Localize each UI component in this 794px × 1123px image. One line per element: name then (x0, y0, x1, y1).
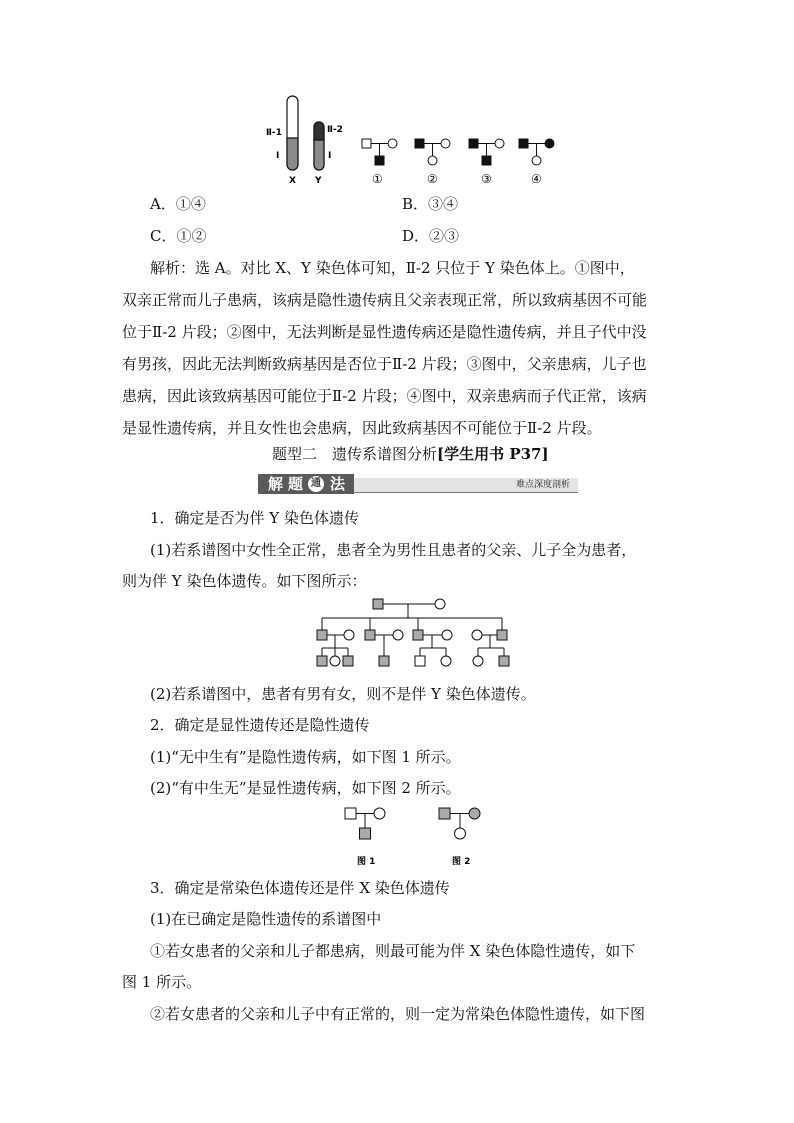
heading-1: 1．确定是否为伴 Y 染色体遗传 (150, 509, 359, 527)
para-2: (2)若系谱图中，患者有男有女，则不是伴 Y 染色体遗传。 (150, 685, 536, 703)
para-4: (2)“有中生无”是显性遗传病，如下图 2 所示。 (150, 779, 461, 797)
analysis-line-5: 患病，因此该致病基因可能位于Ⅱ-2 片段；④图中，双亲患病而子代正常，该病 (122, 387, 647, 405)
label-i-y: Ⅰ (328, 151, 332, 161)
para-5a: ①若女患者的父亲和儿子都患病，则最可能为伴 X 染色体隐性遗传，如下 (150, 942, 636, 960)
recessive-dominant-figure (336, 800, 496, 872)
option-b: B．③④ (402, 195, 459, 213)
label-y: Y (315, 176, 322, 186)
pedigree-number-4: ④ (531, 172, 542, 186)
pedigree-2 (415, 139, 450, 165)
option-c: C．①② (150, 227, 207, 245)
analysis-line-2: 双亲正常而儿子患病，该病是隐性遗传病且父亲表现正常，所以致病基因不可能 (122, 291, 648, 309)
fig2-label: 图 2 (452, 857, 471, 867)
para-5b: 图 1 所示。 (122, 973, 202, 991)
option-a: A．①④ (150, 195, 206, 213)
section-title: 题型二 遗传系谱图分析[学生用书 P37] (272, 445, 549, 463)
para-6a: ②若女患者的父亲和儿子中有正常的，则一定为常染色体隐性遗传，如下图 (150, 1005, 646, 1023)
heading-3a: (1)在已确定是隐性遗传的系谱图中 (150, 910, 382, 928)
heading-2: 2．确定是显性遗传还是隐性遗传 (150, 716, 370, 734)
para-1b: 则为伴 Y 染色体遗传。如下图所示： (122, 572, 367, 590)
method-banner (258, 474, 578, 494)
option-d: D．②③ (402, 227, 460, 245)
heading-3: 3．确定是常染色体遗传还是伴 X 染色体遗传 (150, 879, 450, 897)
banner-strip (354, 478, 578, 493)
label-ii2: Ⅱ-2 (327, 125, 343, 135)
para-1a: (1)若系谱图中女性全正常，患者全为男性且患者的父亲、儿子全为患者， (150, 541, 637, 559)
label-ii1: Ⅱ-1 (266, 128, 282, 138)
chromosome-pedigree-figure (262, 92, 572, 188)
pedigree-4 (519, 139, 554, 165)
analysis-line-4: 有男孩，因此无法判断致病基因是否位于Ⅱ-2 片段；③图中，父亲患病，儿子也 (122, 355, 647, 373)
pedigree-3 (469, 139, 504, 165)
pedigree-number-2: ② (427, 172, 438, 186)
banner-left: 解 题 通 法 (258, 474, 354, 494)
pedigree-number-3: ③ (481, 172, 492, 186)
label-x: X (289, 176, 296, 186)
banner-right-label: 难点深度剖析 (515, 480, 570, 490)
analysis-line-1: 解析：选 A。对比 X、Y 染色体可知，Ⅱ-2 只位于 Y 染色体上。①图中， (150, 259, 635, 277)
label-i-x: Ⅰ (276, 151, 280, 161)
analysis-line-3: 位于Ⅱ-2 片段；②图中，无法判断是显性遗传病还是隐性遗传病，并且子代中没 (122, 323, 647, 341)
analysis-line-6: 是显性遗传病，并且女性也会患病，因此致病基因不可能位于Ⅱ-2 片段。 (122, 419, 602, 437)
para-3: (1)“无中生有”是隐性遗传病，如下图 1 所示。 (150, 748, 461, 766)
pedigree-1 (362, 139, 397, 165)
fig1-label: 图 1 (357, 857, 376, 867)
banner-circle-badge: 通 (308, 476, 324, 492)
y-linked-pedigree-figure (310, 596, 520, 674)
pedigree-number-1: ① (372, 172, 383, 186)
